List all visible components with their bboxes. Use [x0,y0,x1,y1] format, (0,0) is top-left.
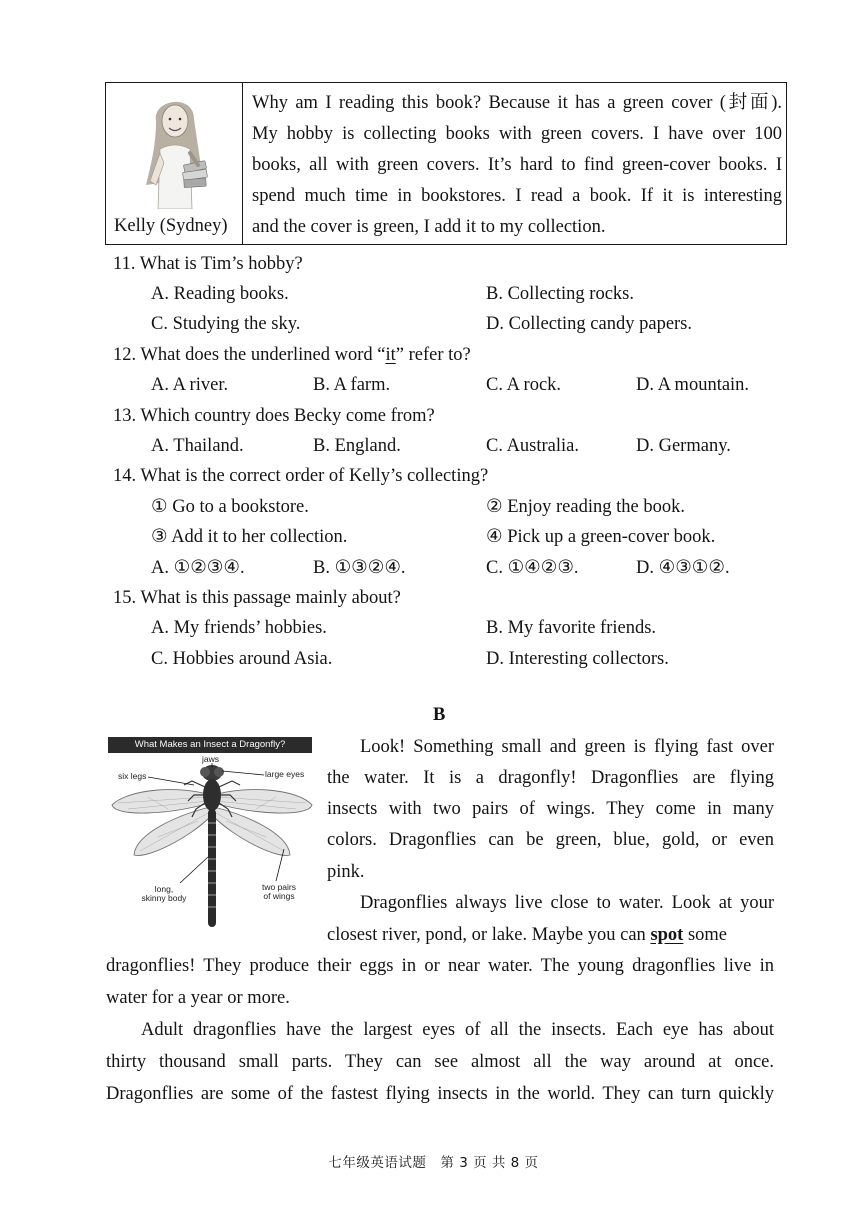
question-13-stem: 13. Which country does Becky come from? [113,406,435,426]
question-13-option-b[interactable]: B. England. [313,436,401,456]
kelly-line: My hobby is collecting books with green covers. I have over 100 [252,124,782,144]
question-12-option-a[interactable]: A. A river. [151,375,229,395]
kelly-statement [252,88,782,243]
question-14-option-c[interactable]: C. ①④②③. [486,558,579,578]
label-skinny-body: skinny body [141,893,187,903]
label-of-wings: of wings [263,891,295,901]
kelly-profile-box [105,82,787,245]
question-11-option-d[interactable]: D. Collecting candy papers. [486,314,693,334]
passage-line: insects with two pairs of wings. They come in many [327,799,774,819]
passage-line [327,925,727,946]
question-14-step-3: ③ Add it to her collection. [151,527,348,547]
label-long: long, [154,884,174,894]
kelly-name: Kelly (Sydney) [114,216,228,236]
passage-line: Adult dragonflies have the largest eyes of all the insects. Each eye has about [141,1020,774,1040]
question-15-option-b[interactable]: B. My favorite friends. [486,618,657,638]
kelly-line: and the cover is green, I add it to my collection. [252,217,606,237]
question-11-option-b[interactable]: B. Collecting rocks. [486,284,634,304]
question-15-option-d[interactable]: D. Interesting collectors. [486,649,669,669]
question-14-step-1: ① Go to a bookstore. [151,497,309,517]
dragonfly-diagram [108,737,314,933]
question-14-stem: 14. What is the correct order of Kelly’s collecting? [113,466,489,486]
question-15-option-c[interactable]: C. Hobbies around Asia. [151,649,333,669]
question-15-option-a[interactable]: A. My friends’ hobbies. [151,618,327,638]
kelly-line: spend much time in bookstores. I read a book. If it is interesting [252,186,782,206]
question-12-option-c[interactable]: C. A rock. [486,375,562,395]
underlined-word: it [385,345,396,365]
question-14-step-2: ② Enjoy reading the book. [486,497,685,517]
question-14-option-d[interactable]: D. ④③①②. [636,558,730,578]
passage-line: Look! Something small and green is flying fast over [360,737,774,757]
passage-line: colors. Dragonflies can be green, blue, gold, or even [327,830,774,850]
kelly-line: books, all with green covers. It’s hard to find green-cover books. I [252,155,782,175]
question-13-option-d[interactable]: D. Germany. [636,436,731,456]
diagram-title: What Makes an Insect a Dragonfly? [108,737,312,753]
dragonfly-illustration [108,737,314,933]
passage-line: water for a year or more. [106,988,290,1008]
section-b-title: B [433,705,446,725]
passage-line: pink. [327,862,365,882]
passage-line-text: closest river, pond, or lake. Maybe you can [327,925,646,945]
question-15-stem: 15. What is this passage mainly about? [113,588,401,608]
box-divider [242,83,243,244]
passage-line: Dragonflies always live close to water. Look at your [360,893,774,913]
question-11-stem: 11. What is Tim’s hobby? [113,254,303,274]
question-12-option-b[interactable]: B. A farm. [313,375,391,395]
label-two-pairs-of-wings [256,883,302,901]
question-11-option-c[interactable]: C. Studying the sky. [151,314,301,334]
question-12-stem-end: ” refer to? [395,345,471,365]
passage-line: the water. It is a dragonfly! Dragonflies are flying [327,768,774,788]
question-14-step-4: ④ Pick up a green-cover book. [486,527,716,547]
label-long-skinny-body [138,885,190,903]
question-12-option-d[interactable]: D. A mountain. [636,375,750,395]
page-footer: 七年级英语试题 第 3 页 共 8 页 [328,1155,539,1171]
label-two-pairs: two pairs [261,882,296,892]
underlined-word-spot: spot [650,925,684,945]
question-12-stem [113,345,471,366]
kelly-line: Why am I reading this book? Because it has a green cover (封面). [252,93,782,113]
question-12-stem-start: 12. What does the underlined word “ [113,345,386,365]
question-13-option-c[interactable]: C. Australia. [486,436,580,456]
passage-line: Dragonflies are some of the fastest flying insects in the world. They can turn quickly [106,1084,774,1104]
question-13-option-a[interactable]: A. Thailand. [151,436,244,456]
label-large-eyes: large eyes [265,769,305,779]
question-14-option-b[interactable]: B. ①③②④. [313,558,406,578]
label-six-legs: six legs [118,771,147,781]
kelly-photo [134,91,216,209]
passage-line: dragonflies! They produce their eggs in or near water. The young dragonflies live in [106,956,774,976]
passage-line-text: some [687,925,728,945]
label-jaws: jaws [202,754,220,764]
passage-line: thirty thousand small parts. They can see almost all the way around at once. [106,1052,774,1072]
question-14-option-a[interactable]: A. ①②③④. [151,558,245,578]
question-11-option-a[interactable]: A. Reading books. [151,284,289,304]
